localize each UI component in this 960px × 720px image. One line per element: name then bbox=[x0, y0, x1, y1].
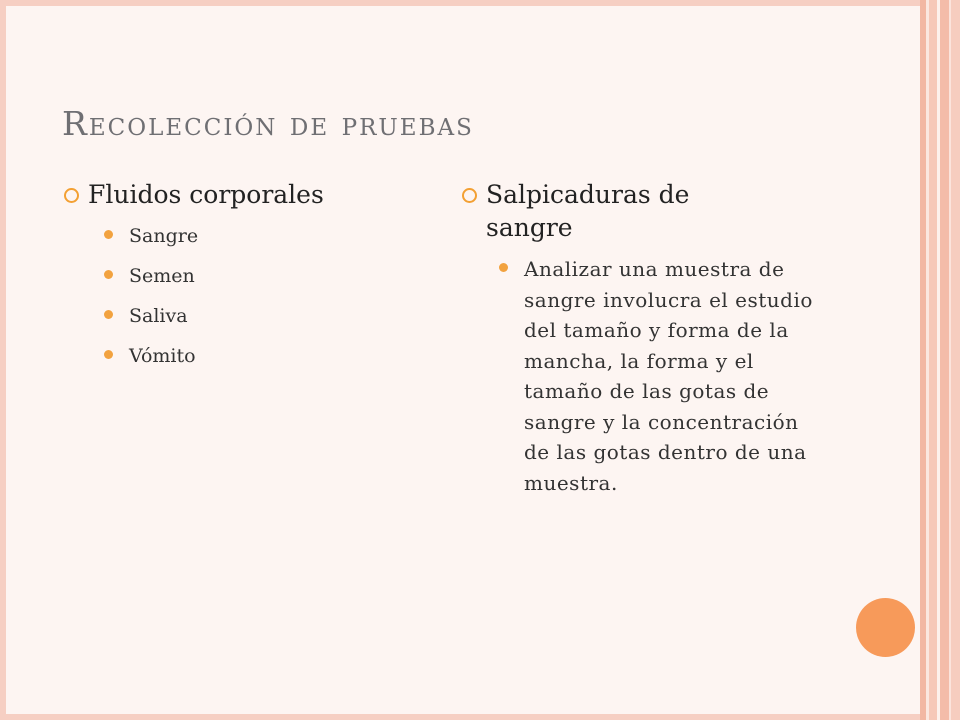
dot-bullet-icon bbox=[104, 230, 113, 239]
stripe bbox=[940, 0, 949, 720]
stripe bbox=[951, 0, 960, 720]
left-heading: Fluidos corporales bbox=[88, 180, 324, 209]
right-bullet-list bbox=[462, 254, 832, 498]
left-column bbox=[64, 178, 394, 381]
list-item bbox=[104, 261, 394, 291]
slide-frame-bottom bbox=[0, 714, 920, 720]
right-heading-row bbox=[462, 178, 832, 244]
left-heading-row bbox=[64, 178, 394, 211]
dot-bullet-icon bbox=[104, 350, 113, 359]
ring-bullet-icon bbox=[64, 188, 79, 203]
list-item bbox=[104, 341, 394, 371]
list-item bbox=[499, 254, 832, 498]
orange-circle-decoration bbox=[856, 598, 915, 657]
dot-bullet-icon bbox=[104, 310, 113, 319]
list-item bbox=[104, 221, 394, 251]
list-item-text: Vómito bbox=[129, 345, 196, 367]
list-item bbox=[104, 301, 394, 331]
stripe bbox=[929, 0, 937, 720]
slide-title: Recolección de pruebas bbox=[62, 104, 474, 143]
right-heading: Salpicaduras de sangre bbox=[486, 180, 690, 242]
dot-bullet-icon bbox=[104, 270, 113, 279]
list-item-text: Saliva bbox=[129, 305, 188, 327]
decorative-stripes bbox=[920, 0, 960, 720]
left-bullet-list bbox=[64, 221, 394, 371]
ring-bullet-icon bbox=[462, 188, 477, 203]
paragraph-text: Analizar una muestra de sangre involucra el estudio del tamaño y forma de la mancha, la forma y el tamaño de las gotas de sangre y la concentración de las gotas dentro de una muestra. bbox=[524, 257, 813, 495]
list-item-text: Sangre bbox=[129, 225, 199, 247]
dot-bullet-icon bbox=[499, 263, 508, 272]
list-item-text: Semen bbox=[129, 265, 195, 287]
right-column bbox=[462, 178, 832, 498]
